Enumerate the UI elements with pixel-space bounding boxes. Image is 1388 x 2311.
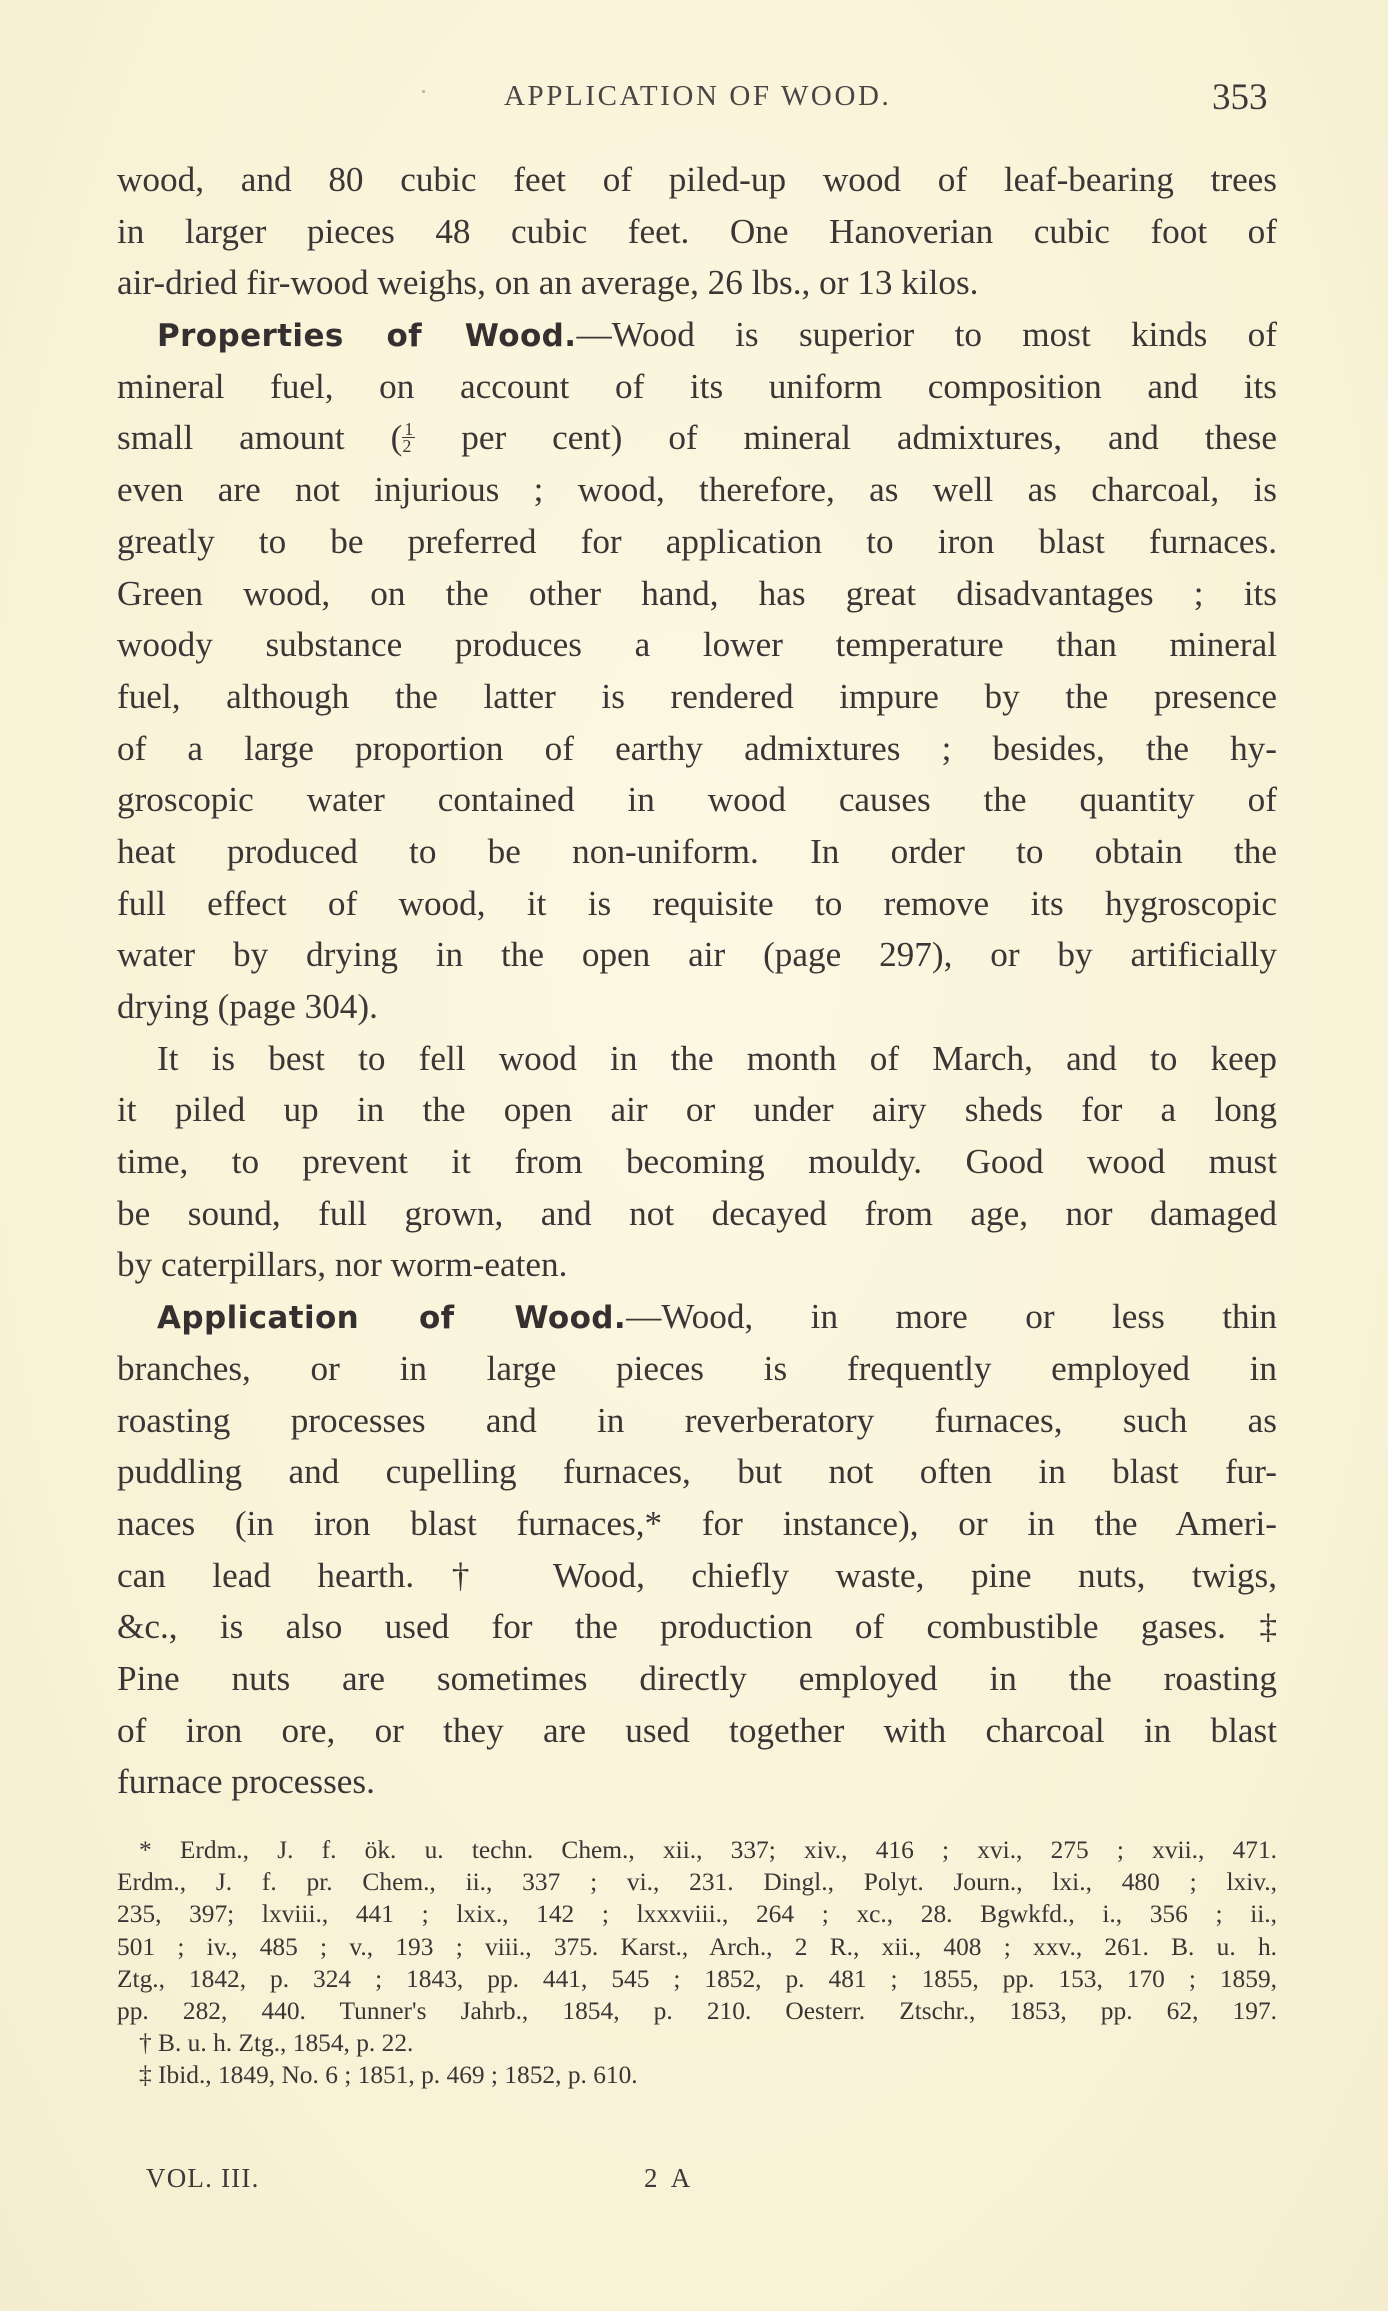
page-number: 353 [1212, 77, 1268, 118]
signature-mark: 2 A [644, 2163, 695, 2193]
text-line: it piled up in the open air or under airy sheds for a long [117, 1090, 1277, 1130]
text-line: be sound, full grown, and not decayed from age, nor damaged [117, 1193, 1277, 1233]
text-line: branches, or in large pieces is frequently employed in [117, 1348, 1277, 1388]
text-line: can lead hearth.† Wood, chiefly waste, pine nuts, twigs, [117, 1555, 1277, 1595]
text-line: woody substance produces a lower temperature than mineral [117, 625, 1277, 665]
text-line: of a large proportion of earthy admixtures ; besides, the hy- [117, 728, 1277, 768]
text-line: groscopic water contained in wood causes the quantity of [117, 780, 1277, 820]
footnote-dagger: † B. u. h. Ztg., 1854, p. 22. [139, 2029, 414, 2058]
text-line: air-dried fir-wood weighs, on an average, 26 lbs., or 13 kilos. [117, 263, 979, 303]
text-run: —Wood is superior to most kinds of [576, 315, 1277, 355]
text-line: furnace processes. [117, 1762, 375, 1802]
footnotes [117, 1834, 1277, 2092]
text-line: Pine nuts are sometimes directly employed in the roasting [117, 1658, 1277, 1698]
text-line: even are not injurious ; wood, therefore, as well as charcoal, is [117, 470, 1277, 510]
text-line-with-fraction [117, 412, 1277, 464]
text-line: naces (in iron blast furnaces,* for instance), or in the Ameri- [117, 1503, 1277, 1543]
text-line: heat produced to be non-uniform. In order to obtain the [117, 831, 1277, 871]
fraction-denominator: 2 [402, 435, 412, 456]
text-run: per cent) of mineral admixtures, and these [415, 418, 1277, 458]
footnote-star-line: Ztg., 1842, p. 324 ; 1843, pp. 441, 545 ; 1852, p. 481 ; 1855, pp. 153, 170 ; 1859, [117, 1964, 1277, 1993]
footnote-star-line: * Erdm., J. f. ök. u. techn. Chem., xii., 337; xiv., 416 ; xvi., 275 ; xvii., 471. [139, 1836, 1277, 1864]
section-heading-application-of-wood: Application of Wood. [157, 1300, 627, 1337]
paragraph-properties-first-line [117, 309, 1277, 361]
running-head [0, 76, 1388, 120]
footnote-star-line: 501 ; iv., 485 ; v., 193 ; viii., 375. Karst., Arch., 2 R., xii., 408 ; xxv., 261. B. u. h. [117, 1932, 1277, 1961]
text-line: fuel, although the latter is rendered impure by the presence [117, 676, 1277, 716]
footnote-star-line: pp. 282, 440. Tunner's Jahrb., 1854, p. 210. Oesterr. Ztschr., 1853, pp. 62, 197. [117, 1996, 1277, 2025]
text-line: It is best to fell wood in the month of March, and to keep [157, 1038, 1277, 1078]
text-line: wood, and 80 cubic feet of piled-up wood of leaf-bearing trees [117, 160, 1277, 199]
fraction-numerator: 1 [404, 418, 414, 439]
volume-signature: VOL. III. [146, 2163, 260, 2193]
body-text [117, 154, 1277, 1808]
paragraph-application-first-line [117, 1291, 1277, 1343]
footnote-star-line: Erdm., J. f. pr. Chem., ii., 337 ; vi., 231. Dingl., Polyt. Journ., lxi., 480 ; lxiv., [117, 1868, 1277, 1897]
section-heading-properties-of-wood: Properties of Wood. [157, 318, 577, 355]
text-line: drying (page 304). [117, 987, 378, 1026]
text-line: roasting processes and in reverberatory furnaces, such as [117, 1400, 1277, 1440]
text-line: water by drying in the open air (page 297), or by artificially [117, 935, 1277, 975]
text-line: by caterpillars, nor worm-eaten. [117, 1245, 568, 1285]
text-line: Green wood, on the other hand, has great disadvantages ; its [117, 573, 1277, 613]
text-line: of iron ore, or they are used together with charcoal in blast [117, 1710, 1277, 1750]
text-line: puddling and cupelling furnaces, but not often in blast fur- [117, 1452, 1277, 1492]
text-line: full effect of wood, it is requisite to remove its hygroscopic [117, 883, 1277, 923]
fraction-one-half [402, 418, 415, 456]
text-run: small amount ( [117, 418, 403, 458]
stray-mark [422, 90, 425, 93]
text-line: in larger pieces 48 cubic feet. One Hanoverian cubic foot of [117, 211, 1277, 251]
footnote-double-dagger: ‡ Ibid., 1849, No. 6 ; 1851, p. 469 ; 1852, p. 610. [139, 2061, 638, 2090]
text-line: mineral fuel, on account of its uniform composition and its [117, 366, 1277, 406]
text-line: time, to prevent it from becoming mouldy. Good wood must [117, 1142, 1277, 1182]
running-title: APPLICATION OF WOOD. [504, 80, 892, 112]
text-line: &c., is also used for the production of combustible gases.‡ [117, 1607, 1277, 1647]
text-line: greatly to be preferred for application to iron blast furnaces. [117, 521, 1277, 561]
footnote-star-line: 235, 397; lxviii., 441 ; lxix., 142 ; lxxxviii., 264 ; xc., 28. Bgwkfd., i., 356 ; ii., [117, 1900, 1277, 1929]
text-run: —Wood, in more or less thin [626, 1297, 1277, 1337]
